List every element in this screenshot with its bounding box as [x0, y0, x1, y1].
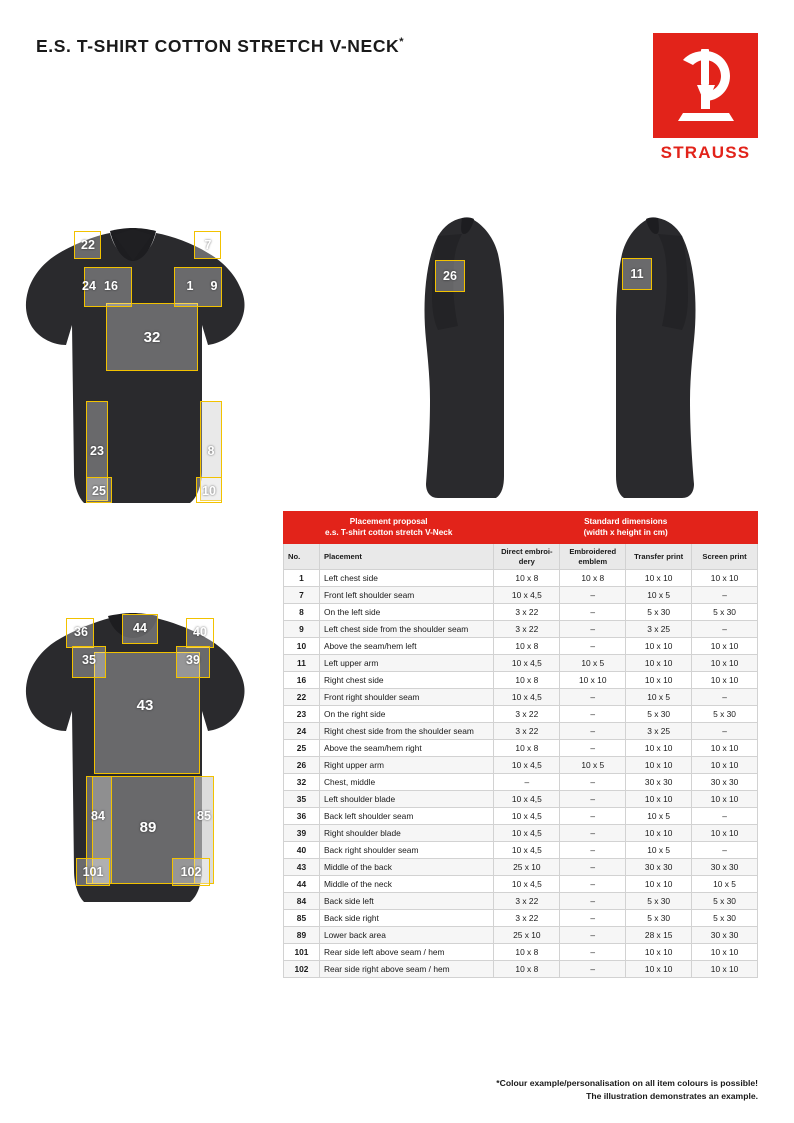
cell-transfer: 5 x 30 — [626, 910, 692, 927]
cell-placement: Back right shoulder seam — [319, 842, 493, 859]
cell-emblem: – — [560, 961, 626, 978]
label-84: 84 — [91, 809, 105, 823]
table-row — [284, 604, 758, 621]
cell-placement: Right shoulder blade — [319, 825, 493, 842]
col-transfer-print: Transfer print — [626, 544, 692, 570]
cell-placement: Middle of the neck — [319, 876, 493, 893]
label-32: 32 — [143, 329, 161, 346]
cell-transfer: 10 x 10 — [626, 825, 692, 842]
col-placement: Placement — [319, 544, 493, 570]
cell-direct: 10 x 4,5 — [494, 842, 560, 859]
table-body — [284, 570, 758, 978]
cell-emblem: – — [560, 791, 626, 808]
shirt-back-illustration — [14, 592, 264, 922]
cell-emblem: – — [560, 740, 626, 757]
cell-direct: 10 x 4,5 — [494, 876, 560, 893]
cell-no: 89 — [284, 927, 320, 944]
cell-placement: Rear side left above seam / hem — [319, 944, 493, 961]
shirt-side-left-illustration — [404, 200, 524, 510]
cell-emblem: – — [560, 859, 626, 876]
footnote-line1: *Colour example/personalisation on all item colours is possible! — [496, 1078, 758, 1088]
table-row — [284, 825, 758, 842]
cell-no: 25 — [284, 740, 320, 757]
page-title — [36, 36, 404, 57]
cell-placement: Left chest side from the shoulder seam — [319, 621, 493, 638]
cell-direct: 10 x 8 — [494, 638, 560, 655]
col-embroidered-emblem — [560, 544, 626, 570]
cell-placement: On the right side — [319, 706, 493, 723]
cell-transfer: 10 x 10 — [626, 944, 692, 961]
table-row — [284, 587, 758, 604]
table-subhead-row — [284, 544, 758, 570]
cell-screen: – — [692, 587, 758, 604]
cell-no: 1 — [284, 570, 320, 587]
cell-transfer: 10 x 10 — [626, 570, 692, 587]
cell-emblem: 10 x 10 — [560, 672, 626, 689]
label-10: 10 — [202, 484, 216, 498]
cell-no: 22 — [284, 689, 320, 706]
cell-no: 32 — [284, 774, 320, 791]
cell-direct: 10 x 8 — [494, 672, 560, 689]
table-row — [284, 723, 758, 740]
col-embroidered-emblem-line2: emblem — [578, 556, 608, 566]
cell-no: 36 — [284, 808, 320, 825]
cell-placement: Left upper arm — [319, 655, 493, 672]
label-24: 24 — [82, 279, 96, 293]
table-row — [284, 672, 758, 689]
placement-table — [283, 511, 758, 978]
cell-transfer: 3 x 25 — [626, 621, 692, 638]
strauss-logo-text: STRAUSS — [660, 143, 751, 162]
cell-emblem: – — [560, 774, 626, 791]
table-band-left — [284, 512, 494, 544]
cell-screen: – — [692, 723, 758, 740]
cell-screen: – — [692, 808, 758, 825]
cell-direct: 10 x 4,5 — [494, 791, 560, 808]
cell-direct: 10 x 8 — [494, 570, 560, 587]
label-26: 26 — [443, 269, 457, 283]
col-direct-embroidery-line2: dery — [518, 556, 535, 566]
cell-transfer: 10 x 10 — [626, 961, 692, 978]
cell-transfer: 5 x 30 — [626, 706, 692, 723]
cell-no: 39 — [284, 825, 320, 842]
col-embroidered-emblem-line1: Embroidered — [569, 547, 617, 557]
cell-screen: 10 x 10 — [692, 672, 758, 689]
label-11: 11 — [630, 267, 644, 281]
cell-emblem: – — [560, 910, 626, 927]
col-no: No. — [284, 544, 320, 570]
cell-transfer: 3 x 25 — [626, 723, 692, 740]
cell-placement: Back side right — [319, 910, 493, 927]
cell-no: 85 — [284, 910, 320, 927]
cell-emblem: – — [560, 876, 626, 893]
table-row — [284, 893, 758, 910]
cell-screen: 5 x 30 — [692, 910, 758, 927]
table-row — [284, 689, 758, 706]
cell-emblem: – — [560, 621, 626, 638]
cell-screen: 10 x 5 — [692, 876, 758, 893]
label-85: 85 — [197, 809, 211, 823]
cell-emblem: – — [560, 723, 626, 740]
label-22: 22 — [81, 238, 95, 252]
table-row — [284, 655, 758, 672]
cell-screen: 5 x 30 — [692, 893, 758, 910]
table-row — [284, 944, 758, 961]
table-band-right-line2: (width x height in cm) — [583, 527, 668, 537]
table-row — [284, 570, 758, 587]
cell-direct: 10 x 4,5 — [494, 689, 560, 706]
cell-screen: 5 x 30 — [692, 706, 758, 723]
cell-emblem: – — [560, 604, 626, 621]
cell-no: 11 — [284, 655, 320, 672]
page-title-superscript: * — [399, 36, 405, 49]
cell-screen: 10 x 10 — [692, 740, 758, 757]
label-7: 7 — [204, 238, 212, 252]
strauss-logo-icon — [653, 33, 758, 138]
footnote — [496, 1077, 758, 1104]
label-35: 35 — [82, 653, 96, 667]
cell-no: 16 — [284, 672, 320, 689]
label-89: 89 — [139, 819, 157, 836]
label-1: 1 — [186, 279, 194, 293]
table-row — [284, 774, 758, 791]
col-direct-embroidery — [494, 544, 560, 570]
cell-direct: 3 x 22 — [494, 621, 560, 638]
cell-transfer: 5 x 30 — [626, 604, 692, 621]
cell-screen: – — [692, 842, 758, 859]
cell-direct: 10 x 8 — [494, 961, 560, 978]
label-40: 40 — [193, 625, 207, 639]
cell-no: 26 — [284, 757, 320, 774]
cell-direct: 10 x 4,5 — [494, 808, 560, 825]
cell-screen: 30 x 30 — [692, 774, 758, 791]
table-row — [284, 757, 758, 774]
cell-screen: – — [692, 621, 758, 638]
cell-no: 43 — [284, 859, 320, 876]
table-row — [284, 961, 758, 978]
cell-screen: 10 x 10 — [692, 570, 758, 587]
cell-emblem: – — [560, 638, 626, 655]
cell-placement: On the left side — [319, 604, 493, 621]
cell-emblem: – — [560, 825, 626, 842]
cell-direct: 25 x 10 — [494, 859, 560, 876]
cell-transfer: 10 x 10 — [626, 757, 692, 774]
footnote-line2: The illustration demonstrates an example. — [586, 1091, 758, 1102]
cell-screen: 10 x 10 — [692, 791, 758, 808]
table-band-row — [284, 512, 758, 544]
cell-direct: 3 x 22 — [494, 910, 560, 927]
label-43: 43 — [136, 697, 154, 714]
cell-screen: 10 x 10 — [692, 961, 758, 978]
table-row — [284, 706, 758, 723]
cell-placement: Above the seam/hem right — [319, 740, 493, 757]
cell-placement: Back left shoulder seam — [319, 808, 493, 825]
label-101: 101 — [82, 865, 104, 879]
page-title-text: E.S. T-SHIRT COTTON STRETCH V-NECK — [36, 36, 400, 56]
label-44: 44 — [133, 621, 147, 635]
cell-no: 101 — [284, 944, 320, 961]
label-39: 39 — [186, 653, 200, 667]
cell-transfer: 10 x 5 — [626, 689, 692, 706]
cell-transfer: 10 x 10 — [626, 672, 692, 689]
cell-placement: Middle of the back — [319, 859, 493, 876]
cell-transfer: 28 x 15 — [626, 927, 692, 944]
cell-transfer: 30 x 30 — [626, 774, 692, 791]
shirt-side-right-illustration — [596, 200, 716, 510]
shirt-side-left-svg — [404, 200, 524, 510]
table-head — [284, 512, 758, 570]
cell-transfer: 30 x 30 — [626, 859, 692, 876]
cell-direct: 10 x 4,5 — [494, 587, 560, 604]
cell-no: 24 — [284, 723, 320, 740]
cell-no: 102 — [284, 961, 320, 978]
label-16: 16 — [104, 279, 118, 293]
cell-screen: 30 x 30 — [692, 859, 758, 876]
label-9: 9 — [210, 279, 218, 293]
cell-no: 44 — [284, 876, 320, 893]
table-band-right — [494, 512, 758, 544]
cell-emblem: 10 x 8 — [560, 570, 626, 587]
cell-placement: Back side left — [319, 893, 493, 910]
table-band-right-line1: Standard dimensions — [584, 517, 668, 526]
table-row — [284, 876, 758, 893]
label-36: 36 — [74, 625, 88, 639]
cell-direct: 25 x 10 — [494, 927, 560, 944]
table-band-left-line1: Placement proposal — [349, 517, 428, 526]
cell-no: 8 — [284, 604, 320, 621]
table-row — [284, 791, 758, 808]
cell-placement: Left chest side — [319, 570, 493, 587]
label-102: 102 — [180, 865, 202, 879]
cell-emblem: 10 x 5 — [560, 655, 626, 672]
cell-placement: Rear side right above seam / hem — [319, 961, 493, 978]
cell-emblem: – — [560, 893, 626, 910]
cell-transfer: 10 x 5 — [626, 808, 692, 825]
cell-no: 35 — [284, 791, 320, 808]
table-row — [284, 808, 758, 825]
label-8: 8 — [207, 444, 215, 458]
cell-placement: Front right shoulder seam — [319, 689, 493, 706]
cell-placement: Front left shoulder seam — [319, 587, 493, 604]
cell-transfer: 5 x 30 — [626, 893, 692, 910]
cell-transfer: 10 x 10 — [626, 655, 692, 672]
cell-direct: 10 x 4,5 — [494, 757, 560, 774]
cell-transfer: 10 x 5 — [626, 842, 692, 859]
table-band-left-line2: e.s. T-shirt cotton stretch V-Neck — [324, 527, 453, 537]
cell-no: 84 — [284, 893, 320, 910]
cell-emblem: – — [560, 587, 626, 604]
cell-transfer: 10 x 10 — [626, 876, 692, 893]
cell-placement: Above the seam/hem left — [319, 638, 493, 655]
cell-screen: 10 x 10 — [692, 825, 758, 842]
cell-placement: Right upper arm — [319, 757, 493, 774]
cell-transfer: 10 x 10 — [626, 791, 692, 808]
cell-direct: 3 x 22 — [494, 723, 560, 740]
cell-screen: 10 x 10 — [692, 655, 758, 672]
cell-emblem: – — [560, 842, 626, 859]
cell-no: 9 — [284, 621, 320, 638]
table-row — [284, 740, 758, 757]
cell-screen: 30 x 30 — [692, 927, 758, 944]
cell-screen: 5 x 30 — [692, 604, 758, 621]
table-row — [284, 621, 758, 638]
cell-direct: – — [494, 774, 560, 791]
cell-emblem: 10 x 5 — [560, 757, 626, 774]
cell-placement: Chest, middle — [319, 774, 493, 791]
cell-placement: Lower back area — [319, 927, 493, 944]
cell-direct: 3 x 22 — [494, 706, 560, 723]
cell-screen: – — [692, 689, 758, 706]
cell-placement: Left shoulder blade — [319, 791, 493, 808]
col-screen-print: Screen print — [692, 544, 758, 570]
col-direct-embroidery-line1: Direct embroi- — [501, 547, 553, 557]
table-row — [284, 910, 758, 927]
table-row — [284, 927, 758, 944]
cell-direct: 10 x 4,5 — [494, 825, 560, 842]
cell-placement: Right chest side — [319, 672, 493, 689]
cell-emblem: – — [560, 944, 626, 961]
placement-table-wrap — [283, 511, 758, 978]
cell-no: 7 — [284, 587, 320, 604]
cell-emblem: – — [560, 927, 626, 944]
cell-transfer: 10 x 10 — [626, 740, 692, 757]
shirt-front-illustration — [14, 205, 264, 515]
cell-no: 10 — [284, 638, 320, 655]
cell-transfer: 10 x 10 — [626, 638, 692, 655]
cell-no: 23 — [284, 706, 320, 723]
table-row — [284, 842, 758, 859]
cell-direct: 3 x 22 — [494, 604, 560, 621]
cell-direct: 10 x 8 — [494, 944, 560, 961]
cell-direct: 3 x 22 — [494, 893, 560, 910]
cell-screen: 10 x 10 — [692, 757, 758, 774]
cell-no: 40 — [284, 842, 320, 859]
table-row — [284, 859, 758, 876]
table-row — [284, 638, 758, 655]
cell-direct: 10 x 8 — [494, 740, 560, 757]
cell-emblem: – — [560, 689, 626, 706]
cell-screen: 10 x 10 — [692, 944, 758, 961]
cell-screen: 10 x 10 — [692, 638, 758, 655]
cell-transfer: 10 x 5 — [626, 587, 692, 604]
label-23: 23 — [90, 444, 104, 458]
cell-emblem: – — [560, 706, 626, 723]
cell-direct: 10 x 4,5 — [494, 655, 560, 672]
cell-placement: Right chest side from the shoulder seam — [319, 723, 493, 740]
strauss-logo — [653, 33, 758, 138]
label-25: 25 — [92, 484, 106, 498]
shirt-side-right-svg — [596, 200, 716, 510]
cell-emblem: – — [560, 808, 626, 825]
